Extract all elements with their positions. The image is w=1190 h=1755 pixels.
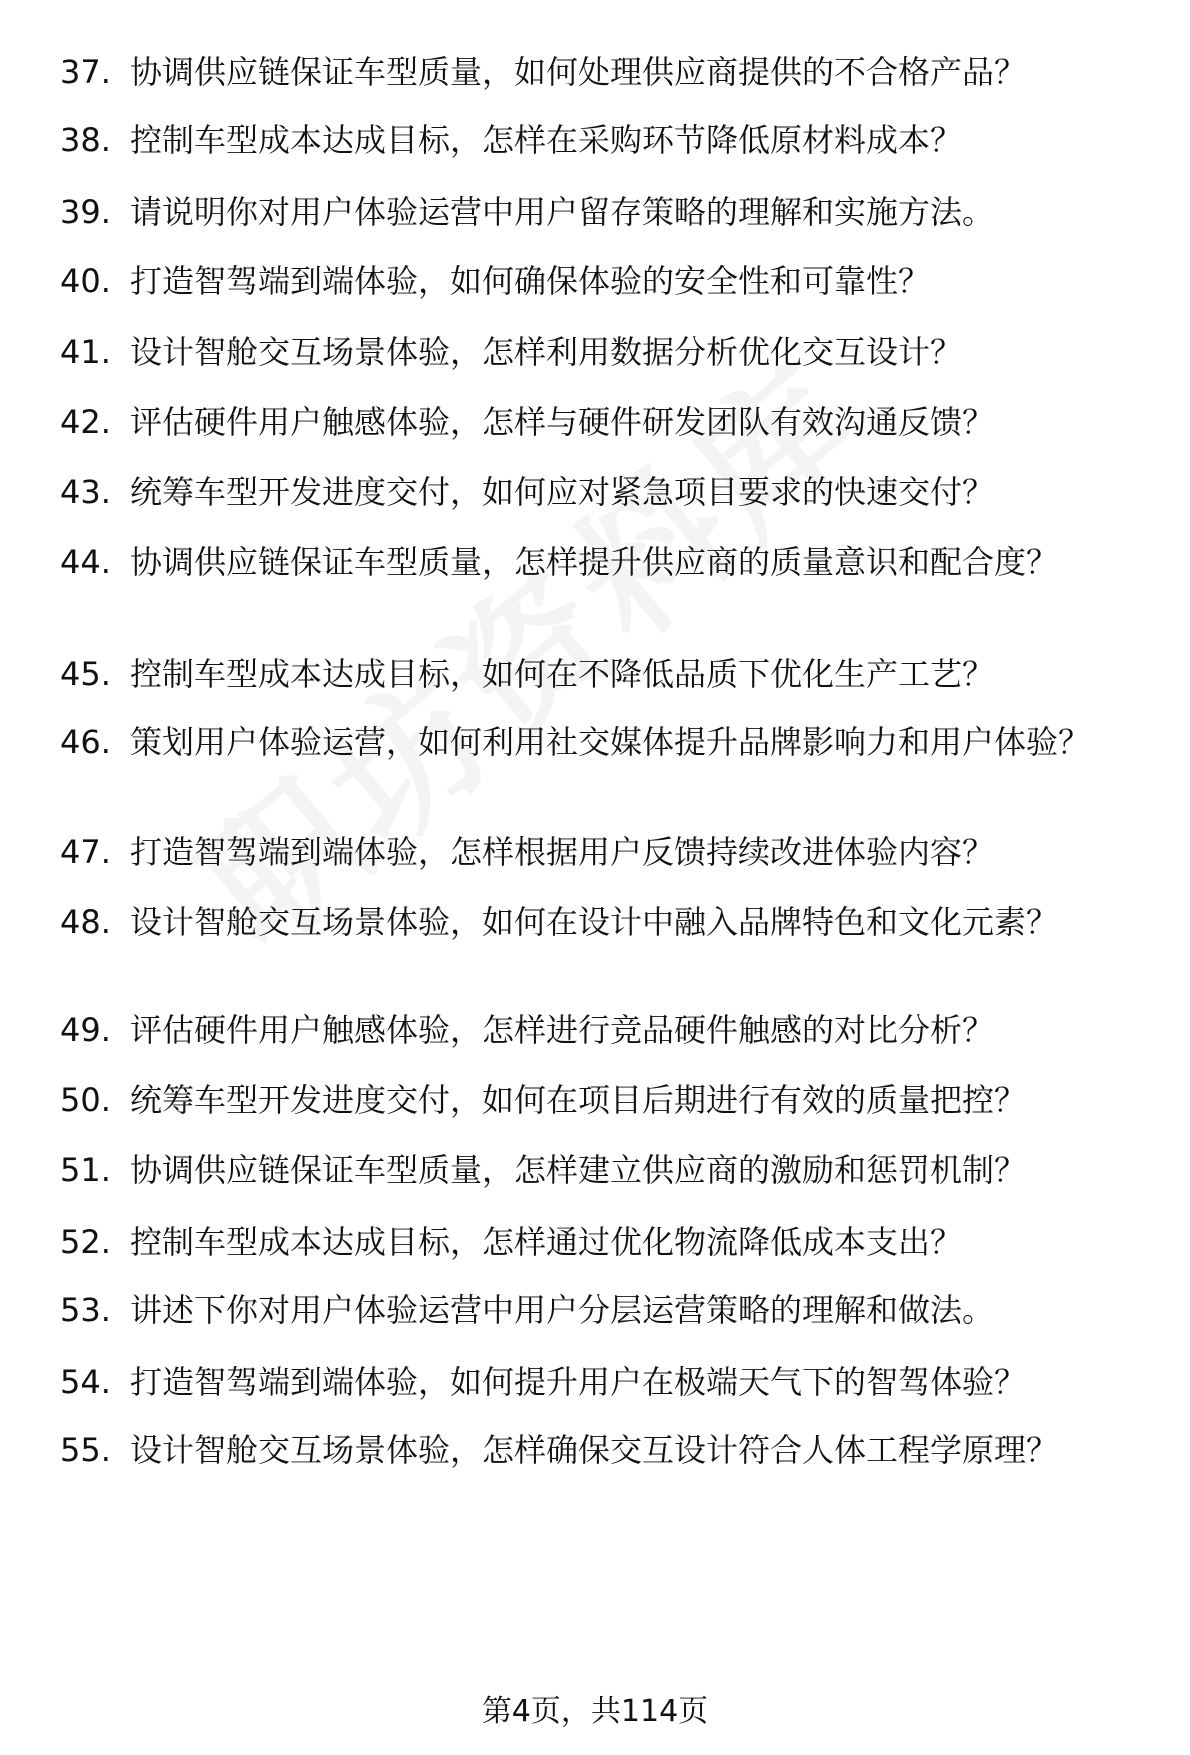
question-text: 协调供应链保证车型质量，怎样建立供应商的激励和惩罚机制？ <box>130 1151 1027 1189</box>
question-number: 42. <box>60 403 111 441</box>
question-text: 统筹车型开发进度交付，如何应对紧急项目要求的快速交付？ <box>130 473 995 511</box>
question-number: 52. <box>60 1223 111 1261</box>
page-footer: 第4页，共114页 <box>481 1694 709 1729</box>
question-text: 设计智舱交互场景体验，怎样利用数据分析优化交互设计？ <box>130 333 963 371</box>
question-number: 39. <box>60 193 111 231</box>
question-number: 40. <box>60 262 111 300</box>
question-text: 协调供应链保证车型质量，如何处理供应商提供的不合格产品？ <box>130 53 1027 91</box>
question-text: 请说明你对用户体验运营中用户留存策略的理解和实施方法。 <box>130 193 995 231</box>
question-text: 讲述下你对用户体验运营中用户分层运营策略的理解和做法。 <box>130 1291 995 1329</box>
question-text: 评估硬件用户触感体验，怎样与硬件研发团队有效沟通反馈？ <box>130 403 995 441</box>
question-text: 打造智驾端到端体验，如何确保体验的安全性和可靠性？ <box>130 262 931 300</box>
question-number: 48. <box>60 903 111 941</box>
question-number: 44. <box>60 543 111 581</box>
question-text: 设计智舱交互场景体验，如何在设计中融入品牌特色和文化元素？ <box>130 903 1059 941</box>
question-number: 50. <box>60 1081 111 1119</box>
question-number: 38. <box>60 121 111 159</box>
question-text: 评估硬件用户触感体验，怎样进行竞品硬件触感的对比分析？ <box>130 1011 995 1049</box>
question-number: 45. <box>60 655 111 693</box>
question-number: 49. <box>60 1011 111 1049</box>
question-text: 策划用户体验运营，如何利用社交媒体提升品牌影响力和用户体验？ <box>130 723 1091 761</box>
question-text: 协调供应链保证车型质量，怎样提升供应商的质量意识和配合度？ <box>130 543 1059 581</box>
question-text: 控制车型成本达成目标，如何在不降低品质下优化生产工艺？ <box>130 655 995 693</box>
question-number: 41. <box>60 333 111 371</box>
question-number: 43. <box>60 473 111 511</box>
question-number: 54. <box>60 1363 111 1401</box>
question-number: 55. <box>60 1431 111 1469</box>
question-text: 控制车型成本达成目标，怎样在采购环节降低原材料成本？ <box>130 121 963 159</box>
question-number: 37. <box>60 53 111 91</box>
question-number: 51. <box>60 1151 111 1189</box>
question-text: 打造智驾端到端体验，怎样根据用户反馈持续改进体验内容？ <box>130 833 995 871</box>
question-number: 46. <box>60 723 111 761</box>
question-number: 47. <box>60 833 111 871</box>
question-number: 53. <box>60 1291 111 1329</box>
question-text: 打造智驾端到端体验，如何提升用户在极端天气下的智驾体验？ <box>130 1363 1027 1401</box>
question-text: 设计智舱交互场景体验，怎样确保交互设计符合人体工程学原理？ <box>130 1431 1059 1469</box>
question-text: 控制车型成本达成目标，怎样通过优化物流降低成本支出？ <box>130 1223 963 1261</box>
question-text: 统筹车型开发进度交付，如何在项目后期进行有效的质量把控？ <box>130 1081 1027 1119</box>
